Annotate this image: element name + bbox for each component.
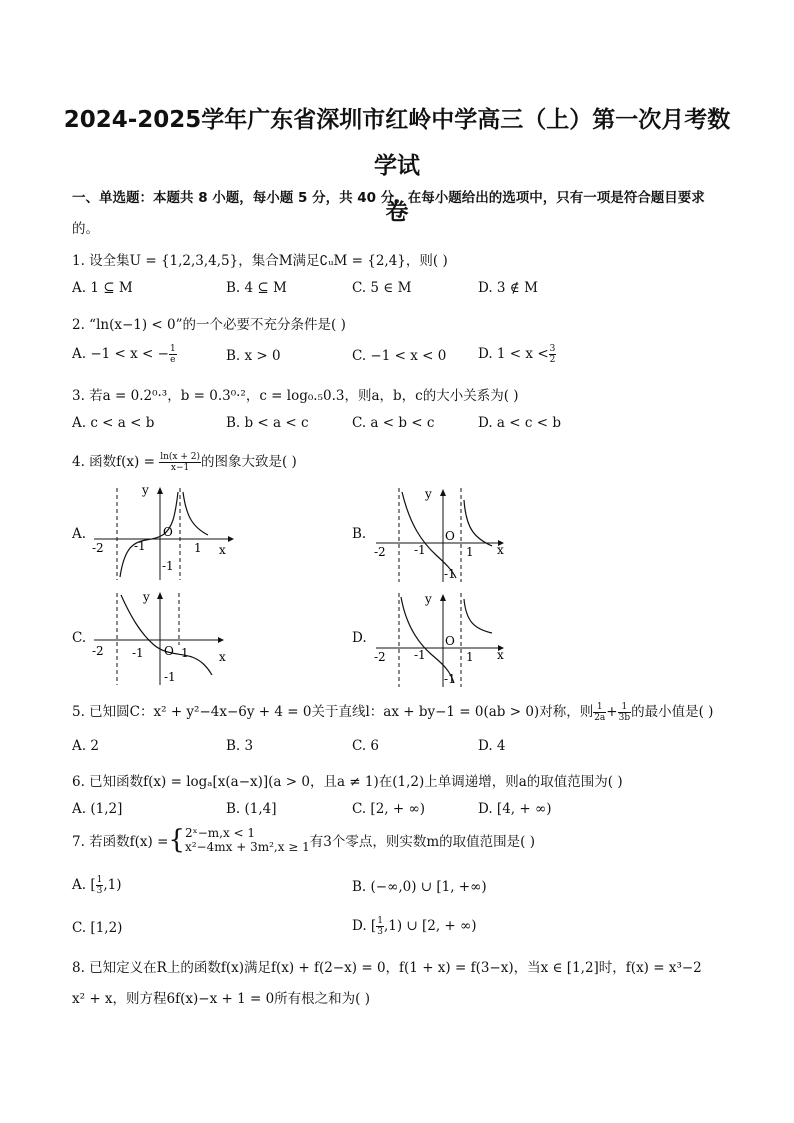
fraction-numerator: 1	[377, 916, 383, 926]
tick-label-minus-1: -1	[132, 646, 144, 660]
q6-option-c: C. [2, + ∞)	[352, 801, 425, 817]
q3-option-a: A. c < a < b	[72, 415, 155, 431]
q8-stem-line2: x² + x，则方程6f(x)−x + 1 = 0所有根之和为( )	[72, 991, 370, 1007]
x-axis-arrow-icon	[218, 637, 224, 643]
fraction-denominator: 2	[549, 355, 556, 365]
fraction-denominator: 3	[96, 886, 103, 896]
q4-stem	[72, 450, 297, 473]
q7-option-c: C. [1,2)	[72, 920, 123, 936]
q7-option-b: B. (−∞,0) ∪ [1, +∞)	[352, 879, 487, 895]
exam-title	[60, 97, 734, 235]
fraction-numerator: 1	[169, 344, 176, 354]
fraction-denominator: x−1	[170, 463, 190, 473]
q7-stem-post: 有3个零点，则实数m的取值范围是( )	[309, 834, 536, 850]
curve-right-branch	[464, 500, 492, 546]
section-heading-line2: 的。	[72, 221, 99, 237]
q3-option-b: B. b < a < c	[226, 415, 309, 431]
x-axis-label: x	[497, 543, 504, 557]
x-axis-arrow-icon	[228, 536, 234, 542]
q4-graph-d	[370, 585, 520, 690]
fraction-numerator: 1	[593, 702, 606, 713]
q7-piece-2: x²−4mx + 3m²,x ≥ 1	[184, 840, 310, 854]
q7-option-d	[352, 916, 477, 937]
q4-option-d-label: D.	[352, 630, 367, 646]
q1-option-c: C. 5 ∈ M	[352, 280, 412, 296]
q4-graph-b	[370, 480, 520, 585]
fraction-numerator: ln(x + 2)	[160, 452, 200, 462]
q4-fraction	[159, 452, 201, 473]
q5-option-d: D. 4	[478, 738, 506, 754]
q2-option-d	[478, 344, 556, 365]
q7-stem-pre: 7. 若函数f(x) =	[72, 834, 169, 850]
q5-plus: +	[606, 704, 618, 720]
q7-piece-1: 2ˣ−m,x < 1	[184, 826, 256, 840]
y-axis-arrow-icon	[440, 594, 446, 601]
origin-label: O	[164, 644, 174, 658]
tick-label-y-minus-1: -1	[444, 567, 456, 581]
q7-option-d-post: ,1) ∪ [2, + ∞)	[383, 918, 477, 934]
q4-option-a-label: A.	[72, 526, 87, 542]
q6-option-a: A. (1,2]	[72, 801, 123, 817]
fraction-numerator: 1	[618, 702, 632, 713]
tick-label-minus-1: -1	[414, 648, 426, 662]
q5-fraction-1	[593, 702, 606, 723]
tick-label-1: 1	[181, 646, 189, 660]
y-axis-label: y	[143, 590, 150, 604]
q3-stem: 3. 若a = 0.2⁰·³，b = 0.3⁰·²，c = log₀.₅0.3，则a，b，c的大小关系为( )	[72, 388, 519, 404]
tick-label-1: 1	[466, 650, 474, 664]
tick-label-minus-2: -2	[92, 644, 104, 658]
q4-stem-pre: 4. 函数f(x) =	[72, 454, 155, 470]
q7-stem	[72, 826, 535, 854]
fraction-denominator: e	[170, 355, 176, 365]
tick-label-minus-2: -2	[374, 650, 386, 664]
q5-fraction-2	[618, 702, 632, 723]
tick-label-1: 1	[194, 541, 202, 555]
q6-option-b: B. (1,4]	[226, 801, 277, 817]
tick-label-y-minus-1: -1	[444, 672, 456, 686]
x-axis-label: x	[497, 648, 504, 662]
tick-label-minus-1: -1	[414, 543, 426, 557]
tick-label-y-minus-1: -1	[162, 559, 174, 573]
exam-title-line1: 2024-2025学年广东省深圳市红岭中学高三（上）第一次月考数学试	[63, 107, 731, 179]
q4-graph-a	[88, 480, 238, 585]
exam-title-line2: 卷	[385, 199, 409, 225]
q5-stem	[72, 700, 713, 723]
y-axis-arrow-icon	[440, 489, 446, 496]
tick-label-minus-2: -2	[374, 545, 386, 559]
q2-option-a	[72, 344, 177, 365]
section-heading-line1: 一、单选题：本题共 8 小题，每小题 5 分，共 40 分。在每小题给出的选项中，只有一项是符合题目要求	[72, 190, 705, 206]
q5-option-c: C. 6	[352, 738, 380, 754]
q3-option-c: C. a < b < c	[352, 415, 435, 431]
y-axis-label: y	[425, 487, 432, 501]
q1-stem: 1. 设全集U = {1,2,3,4,5}，集合M满足∁ᵤM = {2,4}，则( )	[72, 253, 448, 269]
q6-stem: 6. 已知函数f(x) = logₐ[x(a−x)](a > 0，且a ≠ 1)在(1,2)上单调递增，则a的取值范围为( )	[72, 774, 623, 790]
q2-stem: 2. “ln(x−1) < 0”的一个必要不充分条件是( )	[72, 317, 346, 333]
q5-stem-pre: 5. 已知圆C：x² + y²−4x−6y + 4 = 0关于直线l：ax + by−1 = 0(ab > 0)对称，则	[72, 704, 594, 720]
q4-graph-c	[88, 585, 238, 690]
tick-label-minus-2: -2	[92, 541, 104, 555]
q2-option-b: B. x > 0	[226, 348, 281, 364]
fraction-denominator: 3b	[618, 713, 631, 723]
fraction-numerator: 3	[549, 344, 556, 354]
fraction-denominator: 3	[377, 927, 383, 937]
q7-option-a	[72, 875, 122, 896]
q7-piecewise	[185, 826, 310, 854]
q4-option-b-label: B.	[352, 526, 367, 542]
q4-stem-post: 的图象大致是( )	[200, 454, 297, 470]
q1-option-b: B. 4 ⊆ M	[226, 280, 287, 296]
q2-option-a-text: A. −1 < x < −	[72, 346, 169, 362]
q5-option-a: A. 2	[72, 738, 99, 754]
q6-option-d: D. [4, + ∞)	[478, 801, 552, 817]
y-axis-label: y	[425, 592, 432, 606]
q3-option-d: D. a < c < b	[478, 415, 561, 431]
q2-option-d-text: D. 1 < x <	[478, 346, 549, 362]
q5-option-b: B. 3	[226, 738, 254, 754]
q1-option-a: A. 1 ⊆ M	[72, 280, 133, 296]
q4-option-c-label: C.	[72, 630, 87, 646]
curve	[121, 595, 212, 675]
q7-option-d-pre: D. [	[352, 918, 377, 934]
origin-label: O	[445, 634, 455, 648]
origin-label: O	[163, 525, 173, 539]
q2-option-c: C. −1 < x < 0	[352, 348, 447, 364]
x-axis-label: x	[219, 543, 226, 557]
curve-right-branch	[464, 599, 492, 633]
q2-option-a-fraction	[169, 344, 177, 365]
y-axis-label: y	[142, 483, 149, 497]
q7-option-a-post: ,1)	[103, 877, 122, 893]
q7-brace: {	[168, 825, 185, 855]
fraction-denominator: 2a	[594, 713, 606, 723]
q8-stem-line1: 8. 已知定义在R上的函数f(x)满足f(x) + f(2−x) = 0，f(1 + x) = f(3−x)，当x ∈ [1,2]时，f(x) = x³−2	[72, 960, 702, 976]
y-axis-arrow-icon	[157, 487, 163, 494]
tick-label-1: 1	[466, 545, 474, 559]
q1-option-d: D. 3 ∉ M	[478, 280, 538, 296]
curve-right-branch	[183, 492, 208, 535]
q5-stem-post: 的最小值是( )	[631, 704, 714, 720]
tick-label-minus-1: -1	[134, 539, 146, 553]
q7-option-d-fraction	[376, 916, 384, 937]
tick-label-y-minus-1: -1	[164, 670, 176, 684]
q7-option-a-pre: A. [	[72, 877, 96, 893]
y-axis-arrow-icon	[157, 592, 163, 599]
origin-label: O	[445, 529, 455, 543]
fraction-numerator: 1	[96, 875, 103, 885]
x-axis-label: x	[219, 650, 226, 664]
q2-option-d-fraction	[549, 344, 557, 365]
